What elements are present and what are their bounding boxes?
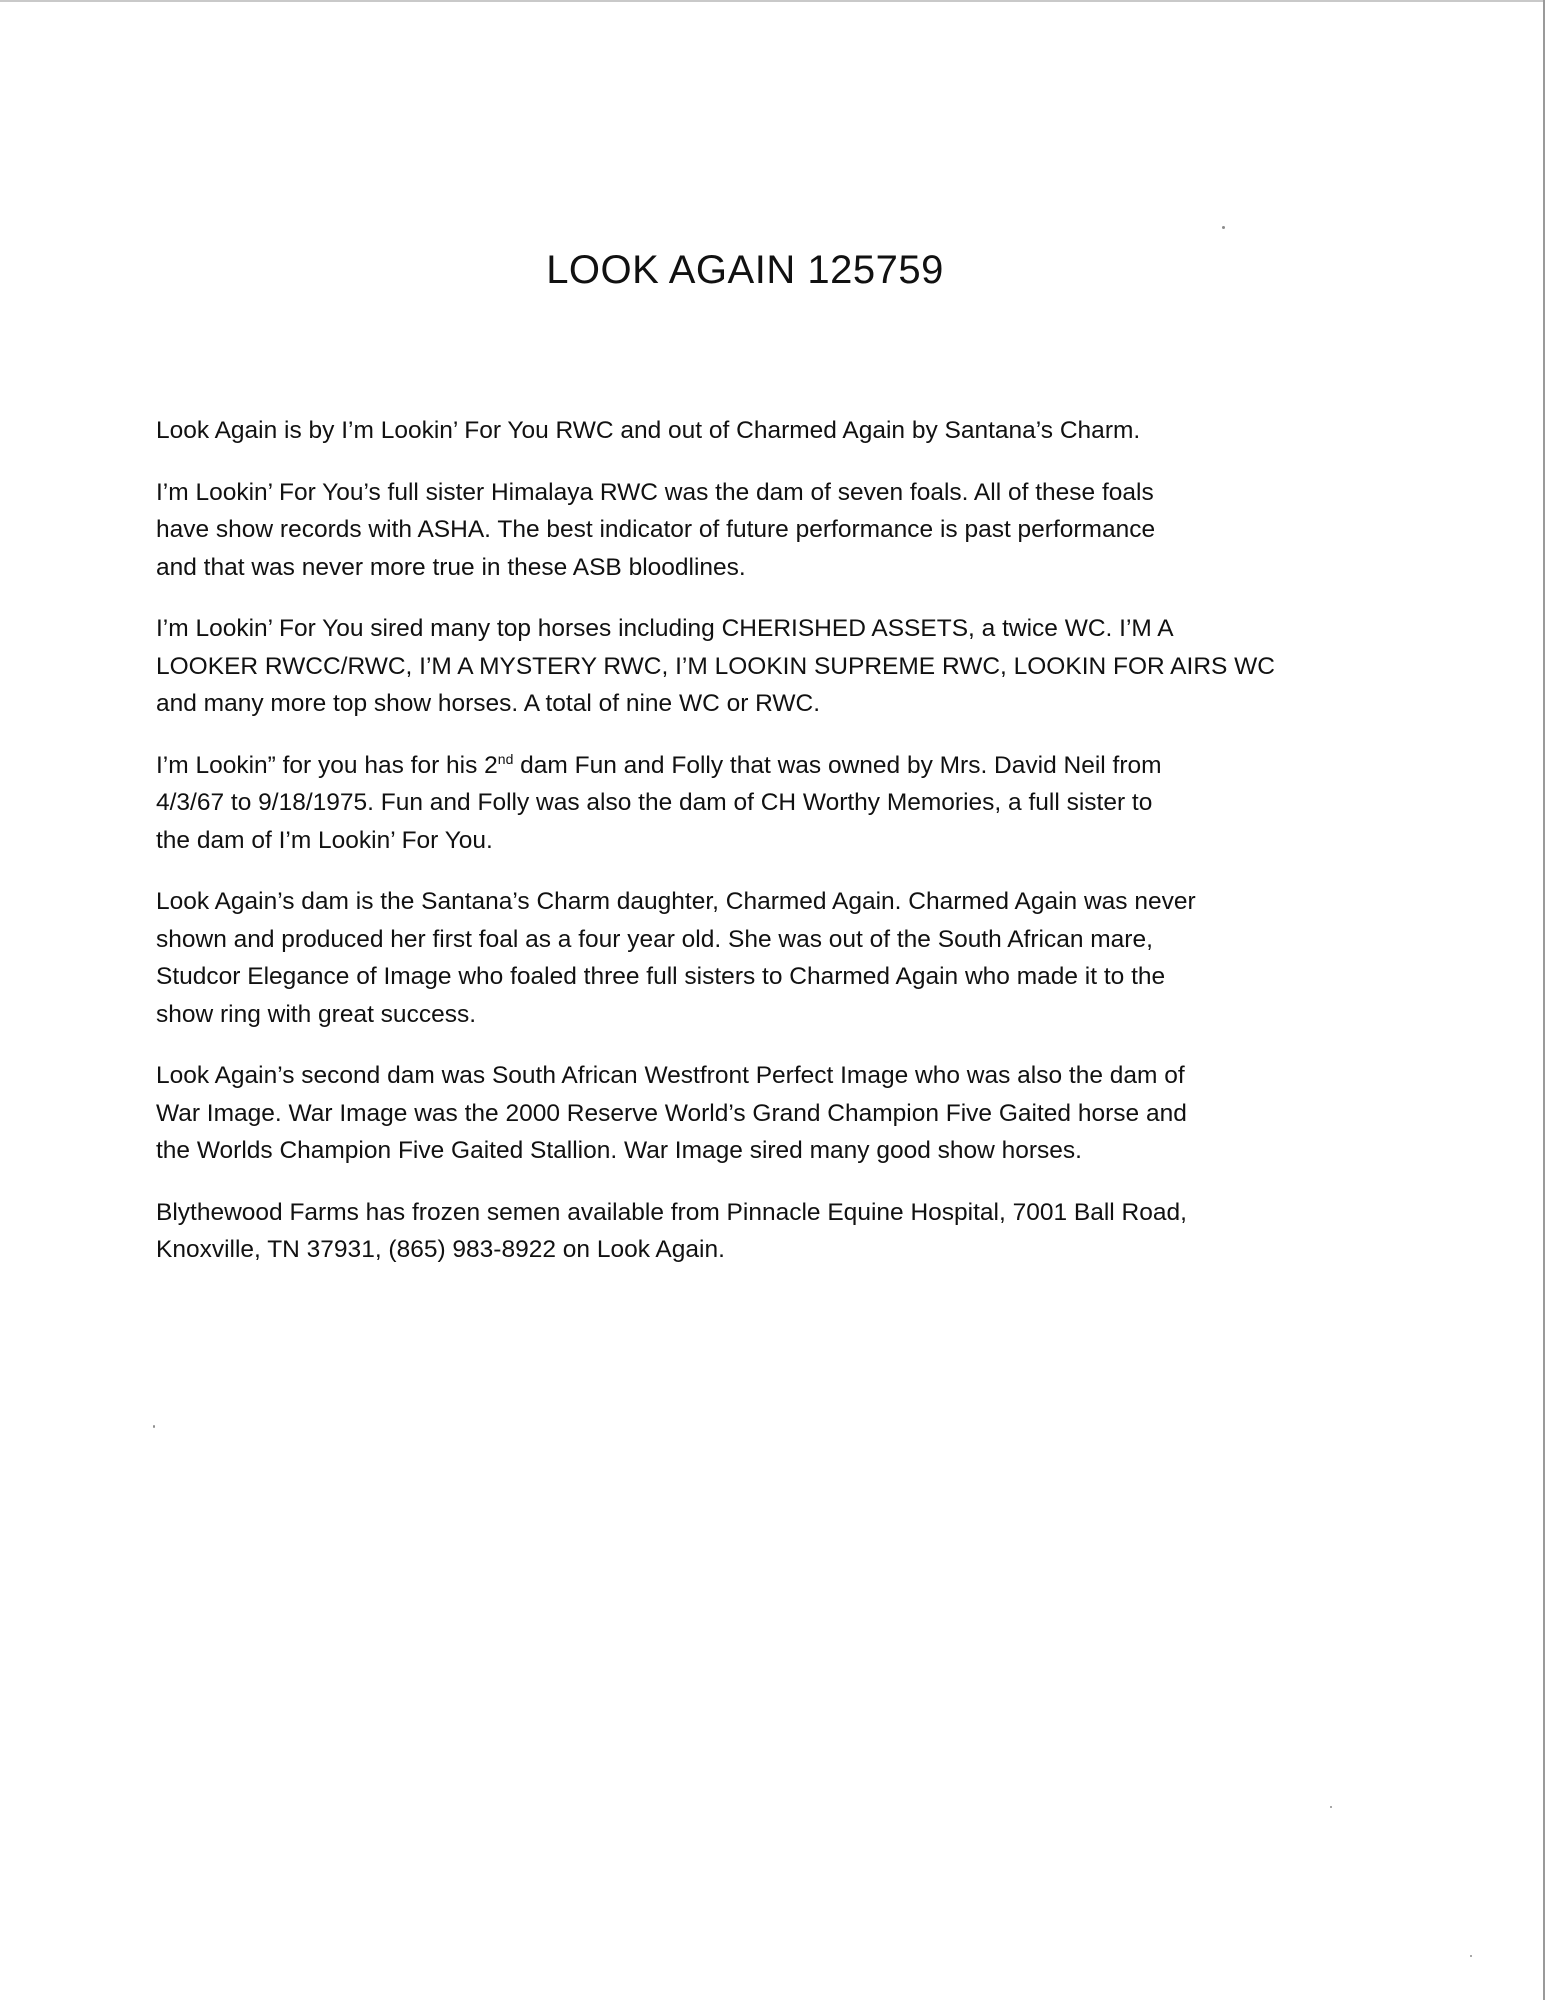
scan-speck <box>1330 1806 1332 1808</box>
text-line: Knoxville, TN 37931, (865) 983-8922 on Look Again. <box>156 1236 725 1263</box>
paragraph-1 <box>156 412 1336 450</box>
text-run: I’m Lookin” for you has for his 2 <box>156 751 498 779</box>
paragraph-7 <box>156 1194 1336 1269</box>
text-line: and that was never more true in these ASB bloodlines. <box>156 553 746 581</box>
scan-top-edge <box>0 0 1545 2</box>
paragraph-3 <box>156 610 1336 723</box>
paragraph-2 <box>156 474 1336 587</box>
text-line: Look Again is by I’m Lookin’ For You RWC and out of Charmed Again by Santana’s Charm. <box>156 417 1141 444</box>
text-line: shown and produced her first foal as a four year old. She was out of the South African mare, <box>156 925 1153 953</box>
text-line: the dam of I’m Lookin’ For You. <box>156 826 493 854</box>
paragraph-5 <box>156 883 1336 1033</box>
text-line: show ring with great success. <box>156 1000 476 1028</box>
document-title: LOOK AGAIN 125759 <box>546 248 944 292</box>
text-line: and many more top show horses. A total of nine WC or RWC. <box>156 690 821 717</box>
text-run: dam Fun and Folly that was owned by Mrs. David Neil from <box>513 751 1162 779</box>
text-line: I’m Lookin’ For You’s full sister Himalaya RWC was the dam of seven foals. All of these foals <box>156 478 1154 506</box>
text-line: Studcor Elegance of Image who foaled three full sisters to Charmed Again who made it to the <box>156 963 1166 990</box>
text-line: I’m Lookin’ For You sired many top horses including CHERISHED ASSETS, a twice WC. I’M A <box>156 615 1174 642</box>
text-line: Look Again’s dam is the Santana’s Charm daughter, Charmed Again. Charmed Again was never <box>156 888 1196 915</box>
scan-speck <box>153 1425 155 1428</box>
text-line: the Worlds Champion Five Gaited Stallion. War Image sired many good show horses. <box>156 1137 1082 1164</box>
document-body <box>156 412 1336 1293</box>
text-line: LOOKER RWCC/RWC, I’M A MYSTERY RWC, I’M LOOKIN SUPREME RWC, LOOKIN FOR AIRS WC <box>156 652 1275 680</box>
paragraph-4 <box>156 747 1336 860</box>
scan-speck <box>1222 226 1225 229</box>
text-line: Look Again’s second dam was South African Westfront Perfect Image who was also the dam of <box>156 1062 1185 1089</box>
text-line: Blythewood Farms has frozen semen available from Pinnacle Equine Hospital, 7001 Ball Road, <box>156 1198 1187 1226</box>
text-line: 4/3/67 to 9/18/1975. Fun and Folly was also the dam of CH Worthy Memories, a full sister to <box>156 789 1153 816</box>
text-line: have show records with ASHA. The best indicator of future performance is past performance <box>156 516 1156 543</box>
text-line <box>156 747 1336 785</box>
scan-speck <box>1470 1955 1472 1957</box>
paragraph-6 <box>156 1057 1336 1170</box>
ordinal-suffix: nd <box>497 750 514 767</box>
text-line: War Image. War Image was the 2000 Reserve World’s Grand Champion Five Gaited horse and <box>156 1099 1187 1127</box>
